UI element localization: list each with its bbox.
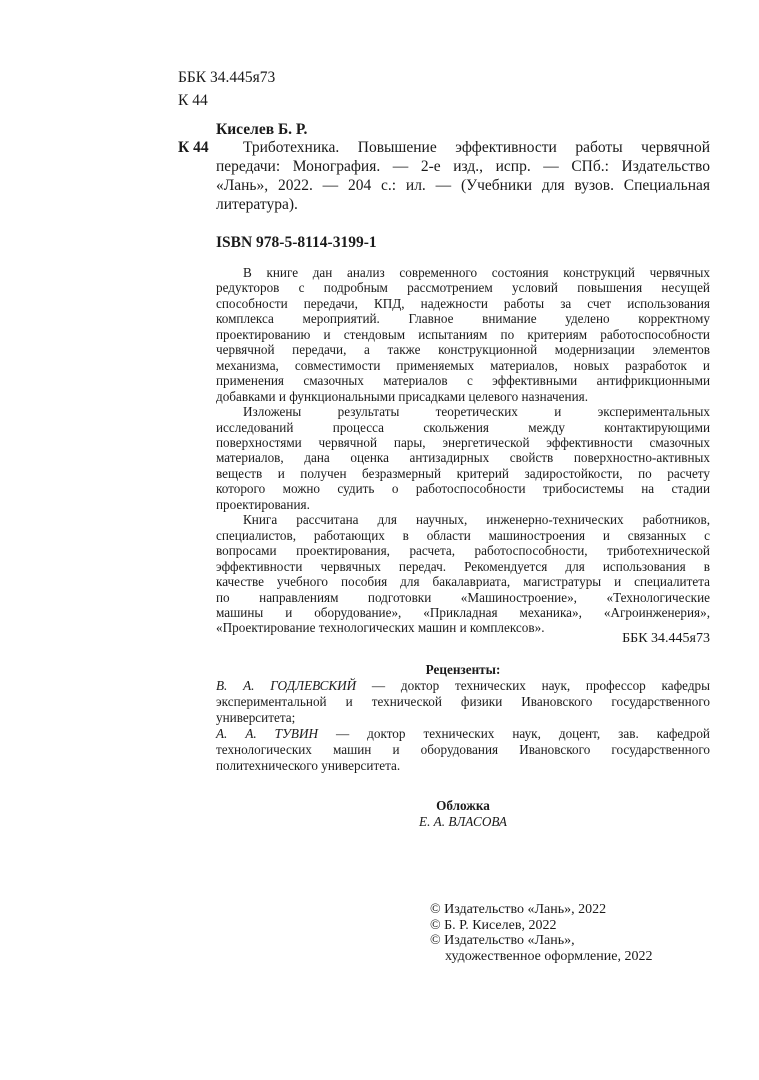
abstract-line: червячной передачи, а также конструкционной модернизации элементов bbox=[216, 342, 710, 358]
reviewer-name: В. А. ГОДЛЕВСКИЙ bbox=[216, 678, 357, 693]
cover-credit bbox=[216, 798, 710, 830]
abstract-line: веществ и получен безразмерный критерий задиростойкости, по расчету bbox=[216, 465, 710, 481]
reviewer-line: экспериментальной и технической физики Ивановского государственного bbox=[216, 694, 710, 709]
abstract-line: проектирования. bbox=[216, 496, 310, 512]
abstract-line: добавками и функциональными присадками целевого назначения. bbox=[216, 388, 588, 404]
cover-title: Обложка bbox=[436, 798, 490, 813]
abstract-line: специалистов, работающих в области машиностроения и связанных с bbox=[216, 527, 710, 543]
reviewer-name: А. А. ТУВИН bbox=[216, 726, 318, 741]
abstract-line: Книга рассчитана для научных, инженерно-технических работников, bbox=[243, 512, 710, 528]
author-sign-top: К 44 bbox=[178, 92, 208, 109]
abstract-line: Изложены результаты теоретических и экспериментальных bbox=[243, 404, 710, 420]
bbk-code-top: ББК 34.445я73 bbox=[178, 69, 276, 86]
reviewer-line: университета; bbox=[216, 710, 296, 725]
bib-line: литература). bbox=[216, 196, 298, 213]
abstract-line: редукторов с подробным рассмотрением условий повышения несущей bbox=[216, 280, 710, 296]
abstract-line: исследований процесса скольжения между контактирующими bbox=[216, 419, 710, 435]
bib-line: Триботехника. Повышение эффективности работы червячной bbox=[243, 139, 710, 156]
abstract-line: вопросами проектирования, расчета, работоспособности, триботехнической bbox=[216, 543, 710, 559]
author-name: Киселев Б. Р. bbox=[216, 121, 308, 138]
abstract-line: способности передачи, КПД, надежности работы за счет использования bbox=[216, 295, 710, 311]
reviewer-line: технологических машин и оборудования Ивановского государственного bbox=[216, 742, 710, 757]
bbk-code-bottom: ББК 34.445я73 bbox=[622, 631, 710, 646]
abstract-line: эффективности червячных передач. Рекомендуется для использования в bbox=[216, 558, 710, 574]
abstract-line: материалов, дана оценка антизадирных свойств поверхностно-активных bbox=[216, 450, 710, 466]
copyright-line: © Издательство «Лань», 2022 bbox=[430, 902, 607, 917]
abstract bbox=[216, 265, 710, 636]
copyright-line: художественное оформление, 2022 bbox=[445, 948, 653, 964]
abstract-line: применения смазочных материалов с эффективными антифрикционными bbox=[216, 373, 710, 389]
isbn: ISBN 978-5-8114-3199-1 bbox=[216, 234, 377, 251]
copyright-block bbox=[430, 902, 652, 964]
copyright-line: © Б. Р. Киселев, 2022 bbox=[430, 917, 557, 933]
abstract-line: поверхностями червячной пары, энергетической эффективности смазочных bbox=[216, 434, 710, 450]
abstract-line: механизма, совместимости применяемых материалов, новых разработок и bbox=[216, 357, 710, 373]
bibliographic-description bbox=[216, 138, 710, 214]
bib-line: «Лань», 2022. — 204 с.: ил. — (Учебники для вузов. Специальная bbox=[216, 177, 710, 194]
abstract-line: машины и оборудование», «Прикладная механика», «Агроинженерия», bbox=[216, 604, 710, 620]
bib-line: передачи: Монография. — 2-е изд., испр. — СПб.: Издательство bbox=[216, 158, 710, 175]
cover-author: Е. А. ВЛАСОВА bbox=[419, 814, 507, 829]
copyright-line: © Издательство «Лань», bbox=[430, 933, 575, 948]
abstract-line: В книге дан анализ современного состояния конструкций червячных bbox=[243, 265, 710, 280]
abstract-line: «Проектирование технологических машин и комплексов». bbox=[216, 620, 545, 636]
author-sign: К 44 bbox=[178, 139, 209, 156]
reviewers-title: Рецензенты: bbox=[425, 662, 501, 677]
reviewer-line: А. А. ТУВИН — доктор технических наук, доцент, зав. кафедрой bbox=[216, 726, 710, 741]
reviewer-line: В. А. ГОДЛЕВСКИЙ — доктор технических наук, профессор кафедры bbox=[216, 678, 710, 693]
reviewer-line: политехнического университета. bbox=[216, 758, 401, 773]
abstract-line: проектированию и стендовым испытаниям по критериям работоспособности bbox=[216, 326, 710, 342]
abstract-line: по направлениям подготовки «Машиностроение», «Технологические bbox=[216, 589, 710, 605]
abstract-line: качестве учебного пособия для бакалавриата, магистратуры и специалитета bbox=[216, 574, 710, 590]
abstract-line: комплекса мероприятий. Главное внимание уделено корректному bbox=[216, 311, 710, 327]
reviewers bbox=[216, 662, 710, 774]
abstract-line: которого можно судить о работоспособности трибосистемы на стадии bbox=[216, 481, 710, 497]
